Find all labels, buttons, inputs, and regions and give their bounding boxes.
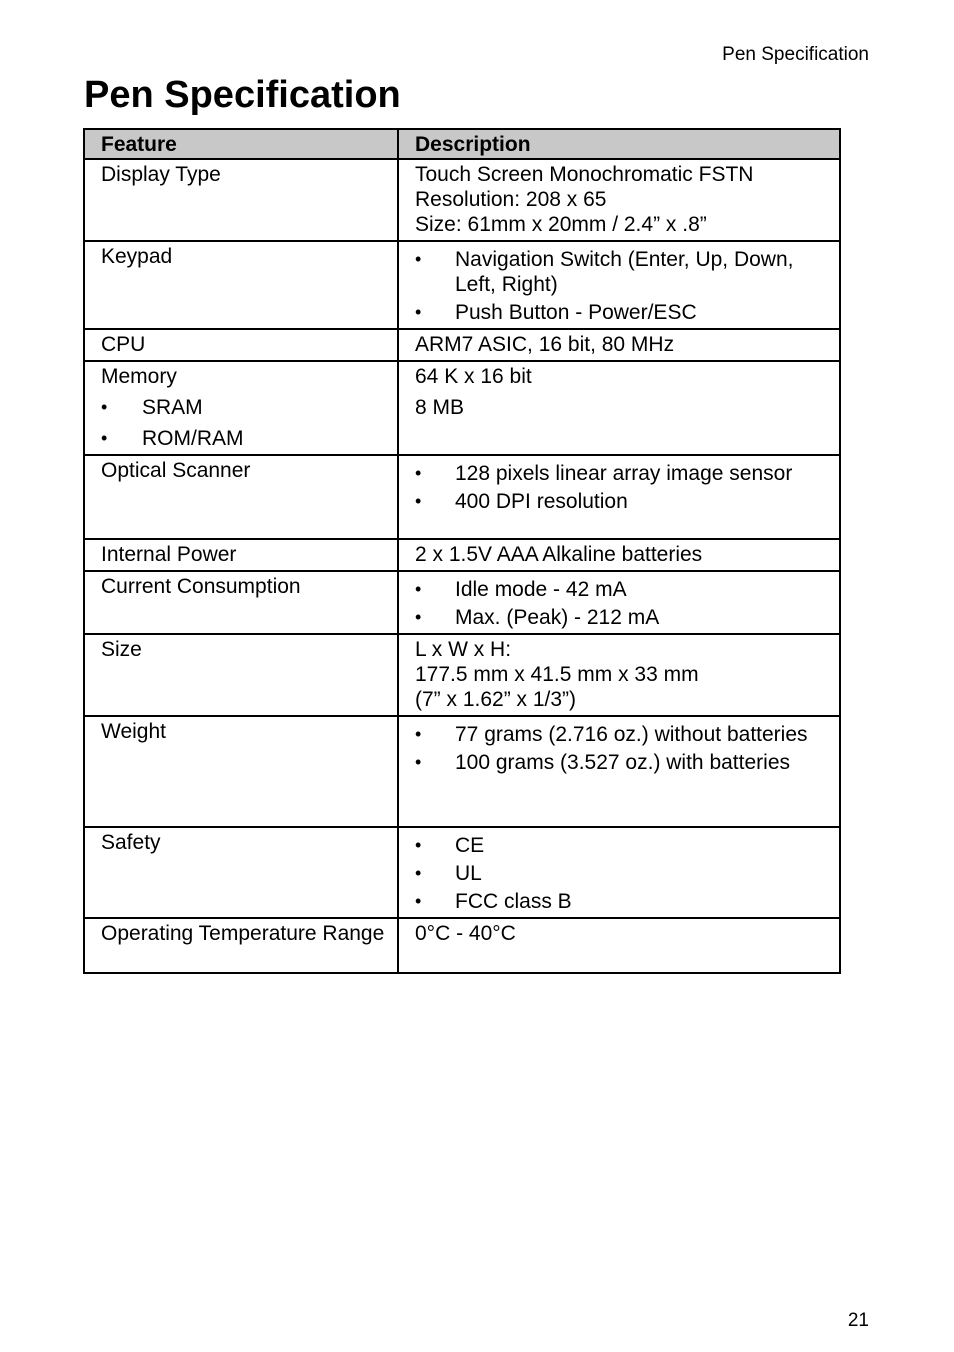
table-row — [84, 329, 840, 361]
description-line: Touch Screen Monochromatic FSTN — [415, 163, 754, 186]
table-row — [84, 159, 840, 241]
column-header-description: Description — [398, 129, 840, 159]
feature-cell: Operating Temperature Range — [84, 918, 398, 973]
feature-label: Memory — [101, 365, 177, 388]
table-row — [84, 634, 840, 716]
running-header: Pen Specification — [722, 44, 869, 65]
description-cell — [398, 918, 840, 973]
description-cell — [398, 159, 840, 241]
bullet-item: • Idle mode - 42 mA — [415, 577, 833, 602]
table-row — [84, 571, 840, 634]
description-cell — [398, 571, 840, 634]
description-cell — [398, 455, 840, 539]
feature-cell: Display Type — [84, 159, 398, 241]
description-cell — [398, 361, 840, 455]
description-line: 2 x 1.5V AAA Alkaline batteries — [415, 543, 703, 566]
feature-cell: Keypad — [84, 241, 398, 329]
description-line: (7” x 1.62” x 1/3”) — [415, 688, 577, 711]
table-header-row — [84, 129, 840, 159]
table-row — [84, 361, 840, 455]
bullet-item: • FCC class B — [415, 889, 833, 914]
column-header-feature: Feature — [84, 129, 398, 159]
description-cell — [398, 827, 840, 918]
feature-cell: Internal Power — [84, 539, 398, 571]
feature-cell: Weight — [84, 716, 398, 827]
bullet-item: • Max. (Peak) - 212 mA — [415, 605, 833, 630]
bullet-item: • 77 grams (2.716 oz.) without batteries — [415, 722, 833, 747]
feature-cell: Current Consumption — [84, 571, 398, 634]
bullet-item: • 128 pixels linear array image sensor — [415, 461, 833, 486]
description-line: L x W x H: — [415, 638, 512, 661]
feature-cell: Safety — [84, 827, 398, 918]
description-cell — [398, 539, 840, 571]
description-line: 0°C - 40°C — [415, 922, 516, 945]
bullet-item: • 100 grams (3.527 oz.) with batteries — [415, 750, 833, 775]
spec-table — [83, 128, 841, 974]
description-line: ARM7 ASIC, 16 bit, 80 MHz — [415, 333, 675, 356]
description-line: 64 K x 16 bit — [415, 365, 532, 388]
description-cell — [398, 241, 840, 329]
sub-feature-item: • ROM/RAM — [101, 426, 391, 451]
bullet-item: • UL — [415, 861, 833, 886]
feature-cell: CPU — [84, 329, 398, 361]
description-line: Size: 61mm x 20mm / 2.4” x .8” — [415, 213, 707, 236]
table-row — [84, 455, 840, 539]
table-row — [84, 716, 840, 827]
description-line: Resolution: 208 x 65 — [415, 188, 607, 211]
table-row — [84, 918, 840, 973]
feature-cell: Optical Scanner — [84, 455, 398, 539]
bullet-item: • Navigation Switch (Enter, Up, Down, Left, Right) — [415, 247, 833, 297]
description-cell — [398, 634, 840, 716]
table-row — [84, 539, 840, 571]
bullet-item: • Push Button - Power/ESC — [415, 300, 833, 325]
bullet-item: • CE — [415, 833, 833, 858]
description-line: 177.5 mm x 41.5 mm x 33 mm — [415, 663, 699, 686]
sub-feature-item: • SRAM — [101, 395, 391, 420]
feature-cell — [84, 361, 398, 455]
table-row — [84, 827, 840, 918]
feature-cell: Size — [84, 634, 398, 716]
table-row — [84, 241, 840, 329]
page-number: 21 — [847, 1310, 869, 1331]
description-cell — [398, 329, 840, 361]
description-line: 8 MB — [415, 396, 465, 419]
description-cell — [398, 716, 840, 827]
page-title: Pen Specification — [84, 74, 401, 116]
bullet-item: • 400 DPI resolution — [415, 489, 833, 514]
